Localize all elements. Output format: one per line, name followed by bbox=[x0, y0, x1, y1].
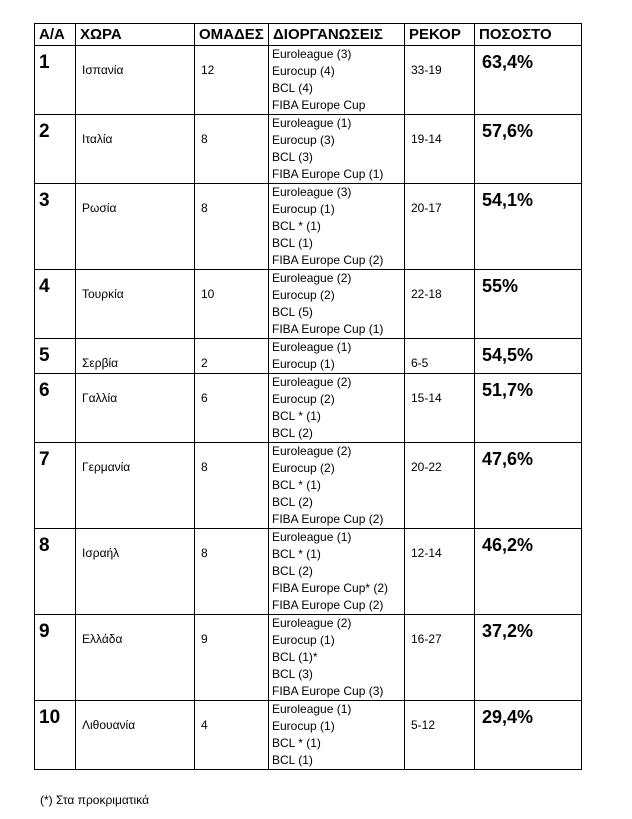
teams-cell: 9 bbox=[195, 615, 269, 701]
percentage-cell: 55% bbox=[475, 270, 582, 339]
competition-entry: Euroleague (1) bbox=[272, 702, 352, 716]
competition-entry: Eurocup (2) bbox=[272, 461, 335, 475]
competition-entry: Euroleague (1) bbox=[272, 116, 352, 130]
country-cell: Γερμανία bbox=[76, 443, 195, 529]
competitions-cell bbox=[269, 701, 405, 770]
country-cell: Ιταλία bbox=[76, 115, 195, 184]
percentage-cell: 37,2% bbox=[475, 615, 582, 701]
record-cell: 22-18 bbox=[405, 270, 475, 339]
table-row bbox=[35, 701, 582, 770]
competition-entry: Eurocup (1) bbox=[272, 202, 335, 216]
competitions-cell bbox=[269, 443, 405, 529]
rank-cell: 9 bbox=[35, 615, 76, 701]
competition-entry: FIBA Europe Cup* (2) bbox=[272, 581, 389, 595]
header-rank: Α/Α bbox=[35, 24, 76, 46]
competition-entry: Euroleague (3) bbox=[272, 185, 352, 199]
record-cell: 5-12 bbox=[405, 701, 475, 770]
competition-entry: BCL (2) bbox=[272, 564, 313, 578]
teams-cell: 8 bbox=[195, 443, 269, 529]
teams-cell: 8 bbox=[195, 184, 269, 270]
record-cell: 33-19 bbox=[405, 46, 475, 115]
competition-entry: Euroleague (3) bbox=[272, 47, 352, 61]
competition-entry: Eurocup (4) bbox=[272, 64, 335, 78]
percentage-cell: 54,5% bbox=[475, 339, 582, 374]
competition-entry: BCL (2) bbox=[272, 426, 313, 440]
teams-cell: 6 bbox=[195, 374, 269, 443]
table-row bbox=[35, 443, 582, 529]
competition-entry: BCL (1)* bbox=[272, 650, 318, 664]
header-competitions: ΔΙΟΡΓΑΝΩΣΕΙΣ bbox=[269, 24, 405, 46]
competition-entry: BCL * (1) bbox=[272, 409, 321, 423]
competition-entry: BCL (2) bbox=[272, 495, 313, 509]
teams-cell: 2 bbox=[195, 339, 269, 374]
teams-cell: 10 bbox=[195, 270, 269, 339]
competition-entry: Euroleague (2) bbox=[272, 616, 352, 630]
competition-entry: BCL (3) bbox=[272, 150, 313, 164]
rank-cell: 7 bbox=[35, 443, 76, 529]
table-row bbox=[35, 529, 582, 615]
competitions-cell bbox=[269, 529, 405, 615]
competition-entry: Euroleague (2) bbox=[272, 444, 352, 458]
competition-entry: BCL * (1) bbox=[272, 736, 321, 750]
percentage-cell: 29,4% bbox=[475, 701, 582, 770]
competitions-cell bbox=[269, 115, 405, 184]
country-cell: Γαλλία bbox=[76, 374, 195, 443]
record-cell: 6-5 bbox=[405, 339, 475, 374]
header-teams: ΟΜΑΔΕΣ bbox=[195, 24, 269, 46]
competition-entry: Eurocup (2) bbox=[272, 392, 335, 406]
table-row bbox=[35, 184, 582, 270]
rank-cell: 1 bbox=[35, 46, 76, 115]
header-row bbox=[35, 24, 582, 46]
competitions-cell bbox=[269, 270, 405, 339]
footnote: (*) Στα προκριματικά bbox=[40, 793, 150, 807]
record-cell: 19-14 bbox=[405, 115, 475, 184]
country-cell: Ισραήλ bbox=[76, 529, 195, 615]
competition-entry: FIBA Europe Cup bbox=[272, 98, 366, 112]
competitions-cell bbox=[269, 339, 405, 374]
competition-entry: FIBA Europe Cup (2) bbox=[272, 253, 384, 267]
competition-entry: FIBA Europe Cup (2) bbox=[272, 512, 384, 526]
competitions-cell bbox=[269, 374, 405, 443]
competition-entry: BCL (4) bbox=[272, 81, 313, 95]
competition-entry: BCL (1) bbox=[272, 236, 313, 250]
competition-entry: Eurocup (3) bbox=[272, 133, 335, 147]
competition-entry: Eurocup (1) bbox=[272, 719, 335, 733]
country-cell: Σερβία bbox=[76, 339, 195, 374]
table-row bbox=[35, 46, 582, 115]
standings-table bbox=[34, 23, 582, 770]
rank-cell: 10 bbox=[35, 701, 76, 770]
country-cell: Ισπανία bbox=[76, 46, 195, 115]
record-cell: 16-27 bbox=[405, 615, 475, 701]
header-percentage: ΠΟΣΟΣΤΟ bbox=[475, 24, 582, 46]
teams-cell: 8 bbox=[195, 529, 269, 615]
competition-entry: FIBA Europe Cup (1) bbox=[272, 167, 384, 181]
percentage-cell: 54,1% bbox=[475, 184, 582, 270]
competition-entry: BCL (1) bbox=[272, 753, 313, 767]
country-cell: Ρωσία bbox=[76, 184, 195, 270]
header-country: ΧΩΡΑ bbox=[76, 24, 195, 46]
table-row bbox=[35, 615, 582, 701]
record-cell: 15-14 bbox=[405, 374, 475, 443]
header-record: ΡΕΚΟΡ bbox=[405, 24, 475, 46]
record-cell: 12-14 bbox=[405, 529, 475, 615]
rank-cell: 4 bbox=[35, 270, 76, 339]
competition-entry: BCL (3) bbox=[272, 667, 313, 681]
competition-entry: Eurocup (1) bbox=[272, 357, 335, 371]
record-cell: 20-17 bbox=[405, 184, 475, 270]
table-row bbox=[35, 115, 582, 184]
table-row bbox=[35, 339, 582, 374]
teams-cell: 12 bbox=[195, 46, 269, 115]
country-cell: Λιθουανία bbox=[76, 701, 195, 770]
rank-cell: 5 bbox=[35, 339, 76, 374]
competition-entry: FIBA Europe Cup (2) bbox=[272, 598, 384, 612]
competition-entry: Euroleague (1) bbox=[272, 340, 352, 354]
rank-cell: 2 bbox=[35, 115, 76, 184]
record-cell: 20-22 bbox=[405, 443, 475, 529]
percentage-cell: 51,7% bbox=[475, 374, 582, 443]
country-cell: Ελλάδα bbox=[76, 615, 195, 701]
competition-entry: Eurocup (2) bbox=[272, 288, 335, 302]
teams-cell: 4 bbox=[195, 701, 269, 770]
table-row bbox=[35, 270, 582, 339]
percentage-cell: 57,6% bbox=[475, 115, 582, 184]
rank-cell: 8 bbox=[35, 529, 76, 615]
percentage-cell: 47,6% bbox=[475, 443, 582, 529]
competition-entry: Eurocup (1) bbox=[272, 633, 335, 647]
country-cell: Τουρκία bbox=[76, 270, 195, 339]
competition-entry: BCL * (1) bbox=[272, 547, 321, 561]
competition-entry: BCL * (1) bbox=[272, 219, 321, 233]
competition-entry: FIBA Europe Cup (1) bbox=[272, 322, 384, 336]
competition-entry: FIBA Europe Cup (3) bbox=[272, 684, 384, 698]
competition-entry: BCL (5) bbox=[272, 305, 313, 319]
competitions-cell bbox=[269, 184, 405, 270]
rank-cell: 3 bbox=[35, 184, 76, 270]
percentage-cell: 46,2% bbox=[475, 529, 582, 615]
table-body bbox=[35, 46, 582, 770]
percentage-cell: 63,4% bbox=[475, 46, 582, 115]
competition-entry: Euroleague (1) bbox=[272, 530, 352, 544]
competition-entry: Euroleague (2) bbox=[272, 375, 352, 389]
table-row bbox=[35, 374, 582, 443]
competitions-cell bbox=[269, 46, 405, 115]
competition-entry: BCL * (1) bbox=[272, 478, 321, 492]
rank-cell: 6 bbox=[35, 374, 76, 443]
competition-entry: Euroleague (2) bbox=[272, 271, 352, 285]
competitions-cell bbox=[269, 615, 405, 701]
teams-cell: 8 bbox=[195, 115, 269, 184]
